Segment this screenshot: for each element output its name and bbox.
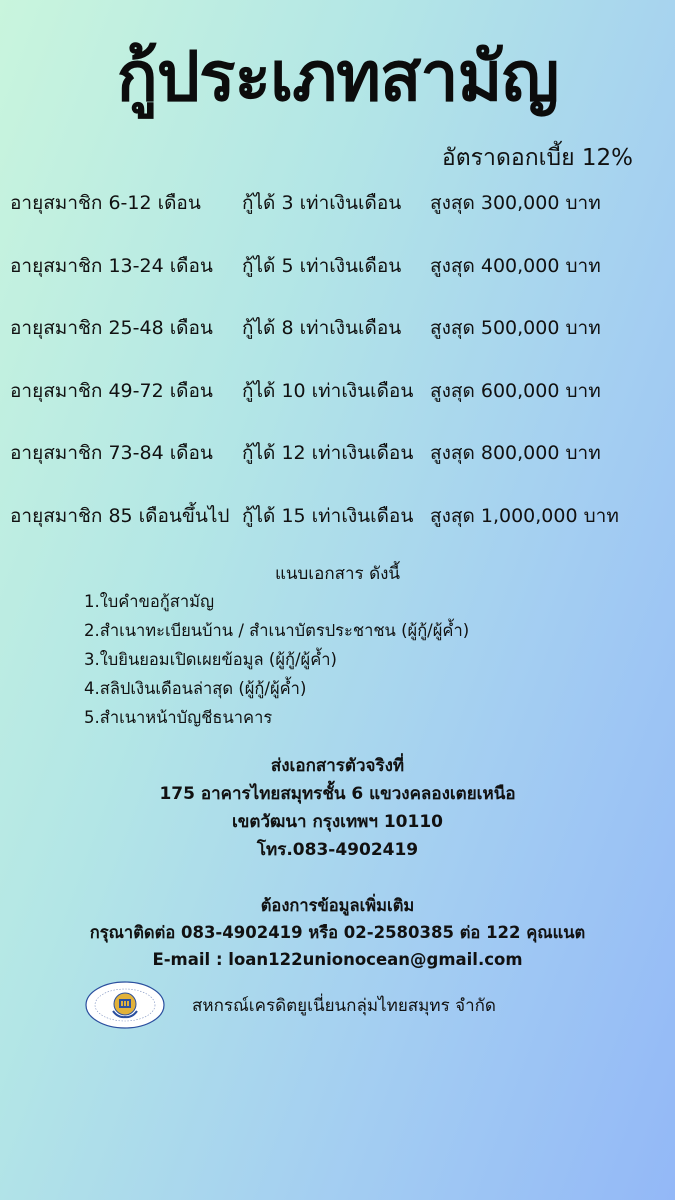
document-item: 3.ใบยินยอมเปิดเผยข้อมูล (ผู้กู้/ผู้ค้ำ) (84, 650, 337, 669)
organization-name: สหกรณ์เครดิตยูเนี่ยนกลุ่มไทยสมุทร จำกัด (192, 995, 496, 1016)
tier-max: สูงสุด 400,000 บาท (430, 255, 601, 277)
document-item: 1.ใบคำขอกู้สามัญ (84, 592, 215, 611)
cooperative-logo-icon (84, 980, 166, 1030)
contact-heading: ต้องการข้อมูลเพิ่มเติม (260, 896, 415, 915)
loan-tier-row (10, 188, 670, 218)
loan-tier-row (10, 251, 670, 281)
page-title: กู้ประเภทสามัญ (116, 38, 559, 117)
document-item: 5.สำเนาหน้าบัญชีธนาคาร (84, 708, 273, 727)
email-address: E-mail : loan122unionocean@gmail.com (152, 950, 523, 969)
tier-membership: อายุสมาชิก 6-12 เดือน (10, 192, 201, 214)
tier-loan: กู้ได้ 5 เท่าเงินเดือน (242, 255, 402, 277)
tier-membership: อายุสมาชิก 25-48 เดือน (10, 317, 213, 339)
contact-line: กรุณาติดต่อ 083-4902419 หรือ 02-2580385 ต่อ 122 คุณแนต (89, 923, 586, 942)
tier-max: สูงสุด 300,000 บาท (430, 192, 601, 214)
footer (84, 980, 496, 1030)
documents-list (84, 587, 469, 732)
tier-membership: อายุสมาชิก 85 เดือนขึ้นไป (10, 505, 230, 527)
loan-tier-row (10, 501, 670, 531)
tier-loan: กู้ได้ 15 เท่าเงินเดือน (242, 505, 414, 527)
tier-loan: กู้ได้ 10 เท่าเงินเดือน (242, 380, 414, 402)
contact-section (0, 892, 675, 973)
tier-max: สูงสุด 1,000,000 บาท (430, 505, 619, 527)
send-documents-section (0, 752, 675, 864)
tier-loan: กู้ได้ 3 เท่าเงินเดือน (242, 192, 402, 214)
tier-max: สูงสุด 600,000 บาท (430, 380, 601, 402)
address-line: 175 อาคารไทยสมุทรชั้น 6 แขวงคลองเตยเหนือ (159, 784, 516, 804)
address-line: เขตวัฒนา กรุงเทพฯ 10110 (231, 812, 443, 832)
send-heading: ส่งเอกสารตัวจริงที่ (270, 756, 405, 776)
loan-tier-row (10, 438, 670, 468)
tier-membership: อายุสมาชิก 73-84 เดือน (10, 442, 213, 464)
document-item: 4.สลิปเงินเดือนล่าสุด (ผู้กู้/ผู้ค้ำ) (84, 679, 307, 698)
interest-rate: อัตราดอกเบี้ย 12% (441, 145, 633, 171)
tier-membership: อายุสมาชิก 49-72 เดือน (10, 380, 213, 402)
tier-max: สูงสุด 800,000 บาท (430, 442, 601, 464)
tier-max: สูงสุด 500,000 บาท (430, 317, 601, 339)
tier-membership: อายุสมาชิก 13-24 เดือน (10, 255, 213, 277)
document-item: 2.สำเนาทะเบียนบ้าน / สำเนาบัตรประชาชน (ผู้กู้/ผู้ค้ำ) (84, 621, 470, 640)
tier-loan: กู้ได้ 8 เท่าเงินเดือน (242, 317, 402, 339)
phone-number: โทร.083-4902419 (256, 840, 419, 860)
loan-tier-row (10, 376, 670, 406)
loan-tier-row (10, 313, 670, 343)
documents-heading: แนบเอกสาร ดังนี้ (274, 564, 401, 584)
tier-loan: กู้ได้ 12 เท่าเงินเดือน (242, 442, 414, 464)
